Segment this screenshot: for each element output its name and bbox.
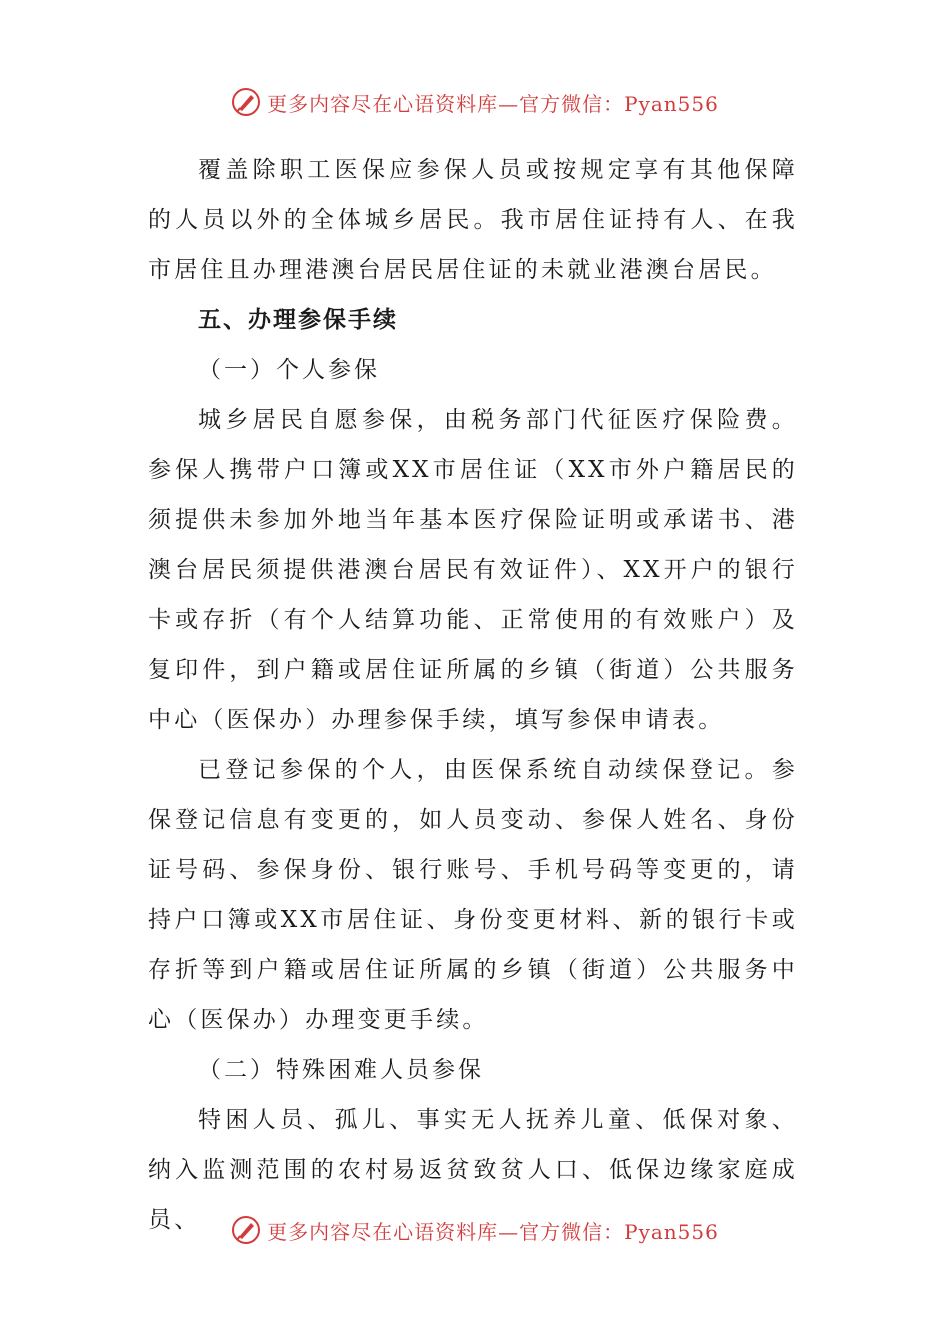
header-banner: [0, 80, 950, 124]
quill-pen-icon: [231, 87, 261, 117]
paragraph-individual-enrollment: 城乡居民自愿参保，由税务部门代征医疗保险费。参保人携带户口簿或XX市居住证（XX市外户籍居民的须提供未参加外地当年基本医疗保险证明或承诺书、港澳台居民须提供港澳台居民有效证件）、XX开户的银行卡或存折（有个人结算功能、正常使用的有效账户）及复印件，到户籍或居住证所属的乡镇（街道）公共服务中心（医保办）办理参保手续，填写参保申请表。: [148, 407, 798, 733]
section-heading-5: 五、办理参保手续: [198, 307, 398, 333]
banner-text: 更多内容尽在心语资料库—官方微信：Pyan556: [267, 1219, 719, 1244]
paragraph-coverage: 覆盖除职工医保应参保人员或按规定享有其他保障的人员以外的全体城乡居民。我市居住证持有人、在我市居住且办理港澳台居民居住证的未就业港澳台居民。: [148, 157, 798, 283]
paragraph-special-groups: 特困人员、孤儿、事实无人抚养儿童、低保对象、纳入监测范围的农村易返贫致贫人口、低保边缘家庭成员、: [148, 1107, 798, 1233]
quill-pen-icon: [231, 1215, 261, 1245]
subsection-heading-1: （一）个人参保: [198, 357, 380, 383]
footer-banner: [0, 1208, 950, 1252]
paragraph-renewal-change: 已登记参保的个人，由医保系统自动续保登记。参保登记信息有变更的，如人员变动、参保人姓名、身份证号码、参保身份、银行账号、手机号码等变更的，请持户口簿或XX市居住证、身份变更材料、新的银行卡或存折等到户籍或居住证所属的乡镇（街道）公共服务中心（医保办）办理变更手续。: [148, 757, 798, 1033]
banner-text: 更多内容尽在心语资料库—官方微信：Pyan556: [267, 91, 719, 116]
document-body: [148, 145, 798, 1245]
subsection-heading-2: （二）特殊困难人员参保: [198, 1057, 484, 1083]
